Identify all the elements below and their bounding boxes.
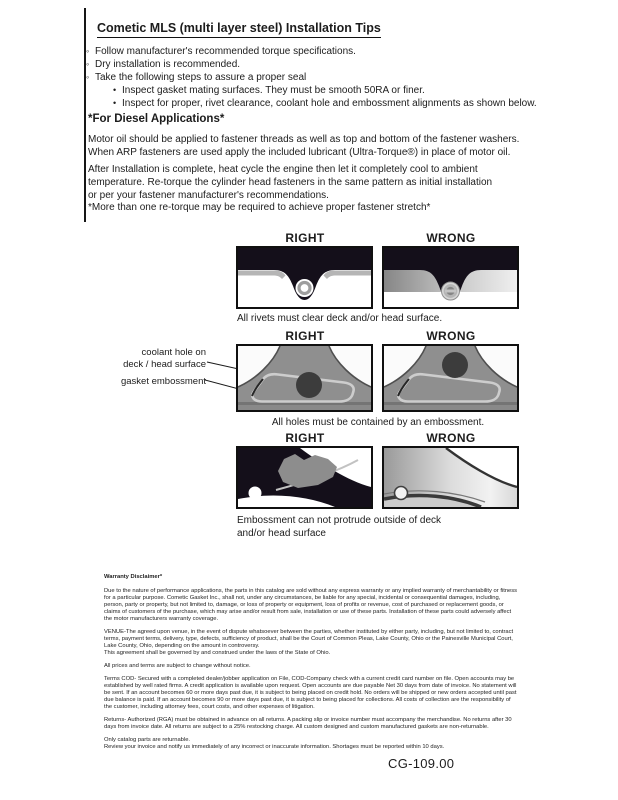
rivet-right-diagram xyxy=(238,248,371,307)
returns-paragraph: Returns- Authorized (RGA) must be obtained in advance on all returns. A packing slip or invoice number must accompany the merchandise. No returns after 30 days from invoice date. All returns are subject to a 25% restocking charge. All custom designed and custom manufactured gaskets are non-returnable. xyxy=(104,717,512,730)
annotation-line: deck / head surface xyxy=(123,359,206,370)
coolant-hole xyxy=(442,352,468,378)
bullet-icon: • xyxy=(113,98,117,108)
right-label: RIGHT xyxy=(285,329,325,343)
wrong-label: WRONG xyxy=(426,231,476,245)
embossment-wrong-diagram xyxy=(384,346,517,410)
wrong-label: WRONG xyxy=(426,329,476,343)
caption-line: Embossment can not protrude outside of deck xyxy=(237,515,442,526)
paragraph-line: After Installation is complete, heat cycle the engine then let it completely cool to ambient xyxy=(88,164,478,175)
bullet-icon: • xyxy=(113,85,117,95)
coolant-hole xyxy=(296,372,322,398)
paragraph-line: When ARP fasteners are used apply the included lubricant (Ultra-Torque®) in place of motor oil. xyxy=(88,147,511,158)
paragraph-line: or per your fastener manufacturer's recommendations. xyxy=(88,190,329,201)
rivet-right-panel xyxy=(236,246,373,309)
diesel-paragraph-2 xyxy=(88,163,492,202)
caption-line: and/or head surface xyxy=(237,527,326,539)
right-label: RIGHT xyxy=(285,231,325,245)
embossment-annotation: gasket embossment xyxy=(120,376,206,387)
prices-paragraph: All prices and terms are subject to change without notice. xyxy=(104,663,251,669)
page-title: Cometic MLS (multi layer steel) Installation Tips xyxy=(97,21,381,38)
warranty-paragraph: Due to the nature of performance applications, the parts in this catalog are sold without any express warranty or any implied warranty of merchantability or fitness for a particular purpose. Cometic Gasket Inc., shall not, under any circumstances, be liable for any special, incidental or consequential damages, including, person, party or property, but not limited to, damage, or loss of property or equipment, loss of profits or revenue, cost of purchased or replacement goods, or claims of customers of the purchase, which may arise and/or result from sale, installation or use of these parts. Installation of these parts could adversely affect the motor manufacturers warranty coverage. xyxy=(104,588,518,622)
list-item xyxy=(86,45,537,58)
protrusion-right-panel xyxy=(236,446,373,509)
review-invoice-line: Review your invoice and notify us immediately of any incorrect or inaccurate information. Shortages must be reported within 10 days. xyxy=(104,744,445,750)
document-number: CG-109.00 xyxy=(388,756,455,771)
protrusion-right-diagram xyxy=(238,448,371,507)
bottom-strip xyxy=(384,405,517,410)
rivet-ring xyxy=(299,283,310,294)
wrong-label: WRONG xyxy=(426,431,476,445)
list-item-text: Take the following steps to assure a proper seal xyxy=(95,72,307,83)
embossment-right-panel xyxy=(236,344,373,412)
retorque-note: *More than one re-torque may be required to achieve proper fastener stretch* xyxy=(88,202,431,213)
protrusion-wrong-panel xyxy=(382,446,519,509)
coolant-hole-annotation xyxy=(86,347,206,371)
left-margin-line xyxy=(84,8,86,222)
list-item-text: Follow manufacturer's recommended torque specifications. xyxy=(95,46,356,57)
warranty-heading: Warranty Disclaimer* xyxy=(104,574,163,580)
row3-caption xyxy=(237,515,441,540)
legal-disclaimer xyxy=(104,574,518,757)
rivet-wrong-panel xyxy=(382,246,519,309)
bullet-icon: ◦ xyxy=(86,59,90,69)
diesel-paragraph-1 xyxy=(88,133,519,159)
deck-line-through-rivet xyxy=(445,290,456,293)
bullet-icon: ◦ xyxy=(86,46,90,56)
list-item-text: Inspect for proper, rivet clearance, coolant hole and embossment alignments as shown below. xyxy=(122,98,537,109)
list-item xyxy=(86,58,537,71)
only-catalog-line: Only catalog parts are returnable. xyxy=(104,737,191,743)
rivet-wrong-diagram xyxy=(384,248,517,307)
governed-paragraph: This agreement shall be governed by and construed under the laws of the State of Ohio. xyxy=(104,650,331,656)
bolt-hole xyxy=(395,487,408,500)
row1-caption: All rivets must clear deck and/or head surface. xyxy=(237,313,443,324)
row2-caption: All holes must be contained by an embossment. xyxy=(271,417,485,428)
diesel-heading: *For Diesel Applications* xyxy=(88,113,225,125)
list-item xyxy=(86,71,537,84)
paragraph-line: temperature. Re-torque the cylinder head fasteners in the same pattern as initial installation xyxy=(88,177,493,188)
terms-paragraph: Terms COD- Secured with a completed dealer/jobber application on File, COD-Company check with a current credit card number on file. Open accounts may be established by well rated firms. A credit application is available upon request. Open accounts are due payable Net 30 days from date of invoice. No statement will be sent. If an account becomes 60 or more days past due, it is subject to being placed on credit hold. No orders will be shipped or new orders accepted until past due balance is paid. If an account becomes 90 or more days past due, it is subject to being placed for collections. All costs of collection are the responsibility of the customer, including attorney fees, court costs, and other expenses of litigation. xyxy=(104,676,517,710)
paragraph-line: Motor oil should be applied to fastener threads as well as top and bottom of the fastener washers. xyxy=(88,134,520,145)
bullet-icon: ◦ xyxy=(86,72,90,82)
list-item xyxy=(113,84,537,97)
installation-tips-list xyxy=(86,45,537,110)
protrusion-wrong-diagram xyxy=(384,448,517,507)
list-item xyxy=(113,97,537,110)
embossment-right-diagram xyxy=(238,346,371,410)
bolt-hole xyxy=(249,487,262,500)
list-item-text: Dry installation is recommended. xyxy=(95,59,241,70)
annotation-line: coolant hole on xyxy=(141,347,206,358)
bottom-strip xyxy=(238,405,371,410)
right-label: RIGHT xyxy=(285,431,325,445)
list-item-text: Inspect gasket mating surfaces. They must be smooth 50RA or finer. xyxy=(122,85,425,96)
embossment-wrong-panel xyxy=(382,344,519,412)
venue-paragraph: VENUE-The agreed upon venue, in the event of dispute whatsoever between the parties, whether instituted by either party, including, but not limited to, contract terms, payment terms, delivery, type, defects, sufficiency of product, shall be the Court of Common Pleas, Lake County, Ohio or the Painesville Municipal Court, Lake County, Ohio, depending on the amount in controversy. xyxy=(104,629,514,649)
